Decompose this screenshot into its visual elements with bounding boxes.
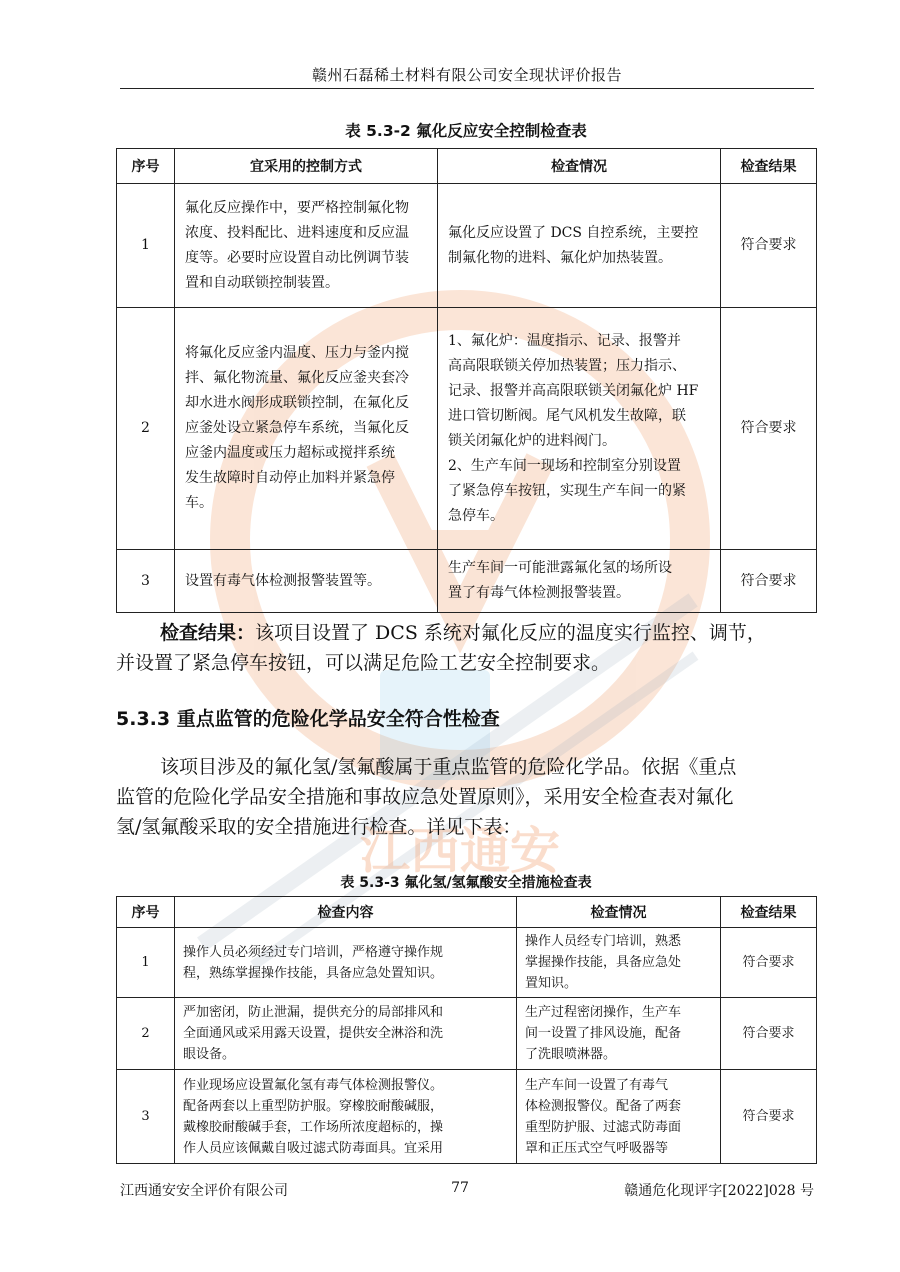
check-status-cell: 氟化反应设置了 DCS 自控系统，主要控 制氟化物的进料、氟化炉加热装置。 bbox=[438, 184, 721, 308]
result-cell: 符合要求 bbox=[721, 928, 817, 998]
check-status-cell: 生产车间一可能泄露氟化氢的场所设 置了有毒气体检测报警装置。 bbox=[438, 550, 721, 613]
intro-line-3: 氢/氢氟酸采取的安全措施进行检查。详见下表： bbox=[116, 816, 522, 838]
result-cell: 符合要求 bbox=[721, 184, 817, 308]
conclusion-label: 检查结果： bbox=[160, 622, 256, 644]
footer-page-number: 77 bbox=[451, 1180, 469, 1196]
col-header-no: 序号 bbox=[117, 149, 175, 184]
row-number: 2 bbox=[117, 998, 175, 1070]
check-content-cell: 作业现场应设置氟化氢有毒气体检测报警仪。 配备两套以上重型防护服。穿橡胶耐酸碱服， 戴橡胶耐酸碱手套，工作场所浓度超标的，操 作人员应该佩戴自吸过滤式防毒面具。宜采用 bbox=[175, 1070, 517, 1164]
row-number: 2 bbox=[117, 308, 175, 550]
table-row bbox=[117, 998, 817, 1070]
hf-safety-measures-table bbox=[116, 896, 817, 1164]
page-header-title: 赣州石磊稀土材料有限公司安全现状评价报告 bbox=[311, 66, 622, 84]
watermark-text: 江西通安 bbox=[360, 822, 560, 880]
check-status-cell: 生产过程密闭操作，生产车 间一设置了排风设施，配备 了洗眼喷淋器。 bbox=[517, 998, 721, 1070]
table-row bbox=[117, 1070, 817, 1164]
check-content-cell: 操作人员必须经过专门培训，严格遵守操作规 程，熟练掌握操作技能，具备应急处置知识。 bbox=[175, 928, 517, 998]
col-header-result: 检查结果 bbox=[721, 149, 817, 184]
header-rule bbox=[120, 88, 814, 89]
table-row bbox=[117, 928, 817, 998]
result-cell: 符合要求 bbox=[721, 1070, 817, 1164]
intro-paragraph bbox=[116, 752, 816, 842]
col-header-method: 宜采用的控制方式 bbox=[175, 149, 438, 184]
result-cell: 符合要求 bbox=[721, 550, 817, 613]
col-header-no: 序号 bbox=[117, 897, 175, 928]
conclusion-paragraph bbox=[116, 618, 816, 678]
check-status-cell: 操作人员经专门培训，熟悉 掌握操作技能，具备应急处 置知识。 bbox=[517, 928, 721, 998]
footer-company: 江西通安安全评价有限公司 bbox=[120, 1183, 288, 1199]
check-content-cell: 严加密闭，防止泄漏，提供充分的局部排风和 全面通风或采用露天设置，提供安全淋浴和洗 眼设备。 bbox=[175, 998, 517, 1070]
result-cell: 符合要求 bbox=[721, 308, 817, 550]
intro-line-2: 监管的危险化学品安全措施和事故应急处置原则》，采用安全检查表对氟化 bbox=[116, 786, 734, 808]
control-method-cell: 氟化反应操作中，要严格控制氟化物 浓度、投料配比、进料速度和反应温 度等。必要时应设置自动比例调节装 置和自动联锁控制装置。 bbox=[175, 184, 438, 308]
col-header-check: 检查情况 bbox=[517, 897, 721, 928]
footer-doc-number: 赣通危化现评字[2022]028 号 bbox=[624, 1183, 814, 1199]
col-header-content: 检查内容 bbox=[175, 897, 517, 928]
control-method-cell: 将氟化反应釜内温度、压力与釜内搅 拌、氟化物流量、氟化反应釜夹套冷 却水进水阀形成联锁控制，在氟化反 应釜处设立紧急停车系统，当氟化反 应釜内温度或压力超标或搅拌系统 发生故障时自动停止加料并紧急停 车。 bbox=[175, 308, 438, 550]
table1-caption: 表 5.3-2 氟化反应安全控制检查表 bbox=[345, 122, 587, 140]
table2-caption: 表 5.3-3 氟化氢/氢氟酸安全措施检查表 bbox=[340, 875, 592, 891]
col-header-check: 检查情况 bbox=[438, 149, 721, 184]
row-number: 1 bbox=[117, 184, 175, 308]
conclusion-text-1: 该项目设置了 DCS 系统对氟化反应的温度实行监控、调节， bbox=[255, 622, 766, 644]
table-row bbox=[117, 308, 817, 550]
result-cell: 符合要求 bbox=[721, 998, 817, 1070]
col-header-result: 检查结果 bbox=[721, 897, 817, 928]
control-method-cell: 设置有毒气体检测报警装置等。 bbox=[175, 550, 438, 613]
conclusion-text-2: 并设置了紧急停车按钮，可以满足危险工艺安全控制要求。 bbox=[116, 652, 611, 674]
row-number: 3 bbox=[117, 1070, 175, 1164]
table-row bbox=[117, 184, 817, 308]
check-status-cell: 生产车间一设置了有毒气 体检测报警仪。配备了两套 重型防护服、过滤式防毒面 罩和正压式空气呼吸器等 bbox=[517, 1070, 721, 1164]
table-row bbox=[117, 550, 817, 613]
check-status-cell: 1、氟化炉：温度指示、记录、报警并 高高限联锁关停加热装置；压力指示、 记录、报警并高高限联锁关闭氟化炉 HF 进口管切断阀。尾气风机发生故障，联 锁关闭氟化炉的进料阀门。 2、生产车间一现场和控制室分别设置 了紧急停车按钮，实现生产车间一的紧 急停车。 bbox=[438, 308, 721, 550]
section-heading: 5.3.3 重点监管的危险化学品安全符合性检查 bbox=[116, 708, 500, 730]
fluorination-control-table bbox=[116, 148, 817, 613]
intro-line-1: 该项目涉及的氟化氢/氢氟酸属于重点监管的危险化学品。依据《重点 bbox=[160, 756, 737, 778]
row-number: 1 bbox=[117, 928, 175, 998]
row-number: 3 bbox=[117, 550, 175, 613]
